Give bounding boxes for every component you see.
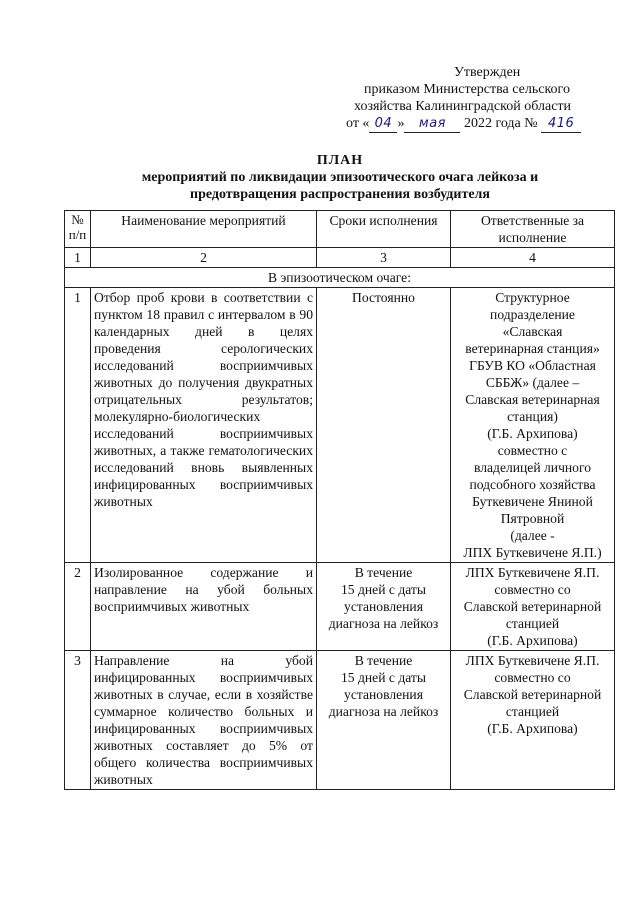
row-responsible: Структурное подразделение «Славская ветеринарная станция» ГБУВ КО «Областная СББЖ» (далее – Славская ветеринарная станция) (Г.Б. Архипова) совместно с владелицей личного подсобного хозяйства Буткевичене Яниной Пятровной (далее - ЛПХ Буткевичене Я.П.): [451, 288, 615, 563]
index-cell: 2: [91, 248, 317, 268]
approval-title: Утвержден: [454, 65, 521, 80]
row-responsible: ЛПХ Буткевичене Я.П. совместно со Славской ветеринарной станцией (Г.Б. Архипова): [451, 651, 615, 790]
table-index-row: [65, 248, 615, 268]
section-label: В эпизоотическом очаге:: [65, 268, 615, 288]
table-header-row: [65, 211, 615, 248]
approval-month: мая: [404, 116, 460, 133]
document-title: [60, 152, 620, 203]
title-line1: мероприятий по ликвидации эпизоотического очага лейкоза и: [141, 170, 539, 185]
approval-day: 04: [369, 116, 397, 133]
header-num: № п/п: [65, 211, 91, 248]
approval-block: [346, 64, 622, 133]
approval-from: от «: [346, 116, 370, 131]
row-term: Постоянно: [317, 288, 451, 563]
header-name: Наименование мероприятий: [91, 211, 317, 248]
row-measure: Отбор проб крови в соответствии с пунктом 18 правил с интервалом в 90 календарных дней в целях проведения серологических исследований восприимчивых животных до получения двукратных отрицательных результатов; молекулярно-биологических исследований восприимчивых животных, а также гематологических исследований вновь выявленных инфицированных восприимчивых животных: [91, 288, 317, 563]
row-measure: Изолированное содержание и направление на убой больных восприимчивых животных: [91, 563, 317, 651]
row-num: 2: [65, 563, 91, 651]
title-heading: ПЛАН: [316, 153, 364, 168]
approval-date-line: [346, 115, 622, 133]
index-cell: 1: [65, 248, 91, 268]
row-responsible: ЛПХ Буткевичене Я.П. совместно со Славской ветеринарной станцией (Г.Б. Архипова): [451, 563, 615, 651]
title-line2: предотвращения распространения возбудителя: [190, 187, 490, 202]
index-cell: 3: [317, 248, 451, 268]
approval-close-quote: »: [397, 116, 405, 131]
approval-number: 416: [541, 116, 581, 133]
table-section-row: [65, 268, 615, 288]
index-cell: 4: [451, 248, 615, 268]
approval-authority-line2: хозяйства Калининградской области: [354, 99, 572, 114]
approval-authority-line1: приказом Министерства сельского: [364, 82, 570, 97]
row-num: 1: [65, 288, 91, 563]
approval-year: 2022 года №: [463, 116, 538, 131]
plan-table: [64, 210, 615, 790]
row-measure: Направление на убой инфицированных восприимчивых животных в случае, если в хозяйстве суммарное количество больных и инфицированных восприимчивых животных составляет до 5% от общего количества восприимчивых животных: [91, 651, 317, 790]
table-row: [65, 651, 615, 790]
row-term: В течение 15 дней с даты установления диагноза на лейкоз: [317, 651, 451, 790]
header-responsible: Ответственные за исполнение: [451, 211, 615, 248]
row-term: В течение 15 дней с даты установления диагноза на лейкоз: [317, 563, 451, 651]
header-term: Сроки исполнения: [317, 211, 451, 248]
row-num: 3: [65, 651, 91, 790]
table-row: [65, 563, 615, 651]
table-row: [65, 288, 615, 563]
